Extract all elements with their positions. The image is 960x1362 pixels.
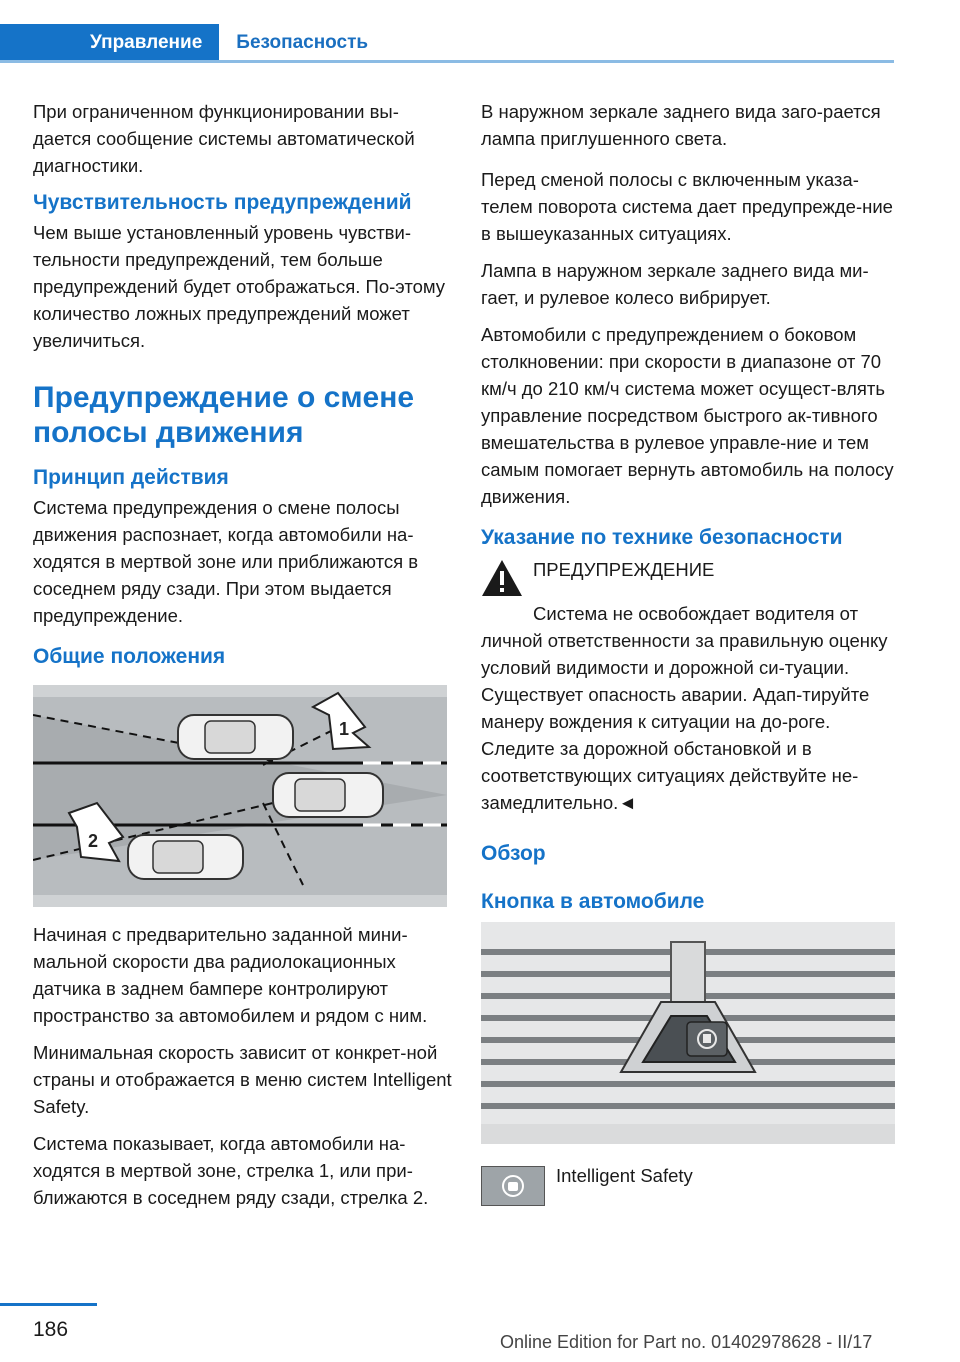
page-number: 186 (33, 1318, 69, 1341)
paragraph-side-collision: Автомобили с предупреждением о боковом столкновении: при скорости в диапазоне от 70 км/ч до 210 км/ч система может осущест-влять управление посредством быстрого ак-тивного вмешательства в рулевое управле-ние и тем самым помогает вернуть автомобиль на полосу движения. (481, 324, 894, 507)
right-column (481, 98, 897, 1206)
warning-heading: ПРЕДУПРЕЖДЕНИЕ (533, 559, 715, 580)
heading-general: Общие положения (33, 645, 226, 668)
header-rule (0, 60, 894, 63)
warning-triangle-icon (481, 558, 523, 598)
car-own (273, 773, 383, 817)
paragraph-limited-function: При ограниченном функционировании вы-дается сообщение системы автоматической диагностики. (33, 101, 415, 176)
warning-text: Система не освобождает водителя от личной ответственности за правильную оценку условий видимости и дорожной си-туации. Существует опасность аварии. Адап-тируйте манеру вождения к ситуации на до-роге. Следите за дорожной обстановкой и в соответствующих ситуациях действуйте не-замедлительно.◄ (481, 603, 888, 813)
button-legend (481, 1162, 897, 1206)
paragraph-sensitivity: Чем выше установленный уровень чувстви-тельности предупреждений, тем больше предупреждений будет отображаться. По-этому количество ложных предупреждений может увеличиться. (33, 222, 446, 351)
edition-text: Online Edition for Part no. 01402978628 - II/17 (500, 1332, 873, 1352)
arrow-2-label: 2 (88, 831, 99, 851)
arrow-1-label: 1 (339, 719, 350, 739)
paragraph-radar-sensors: Начиная с предварительно заданной мини-мальной скорости два радиолокационных датчика в заднем бампере контролируют пространство за автомобилем и рядом с ним. (33, 924, 428, 1026)
paragraph-minimum-speed: Минимальная скорость зависит от конкрет-ной страны и отображается в меню систем Intelligent Safety. (33, 1042, 452, 1117)
header-tabs (0, 24, 385, 62)
heading-principle: Принцип действия (33, 466, 229, 489)
car-button-photo (481, 922, 895, 1144)
button-label: Intelligent Safety (556, 1165, 693, 1186)
heading-overview: Обзор (481, 842, 546, 865)
paragraph-turn-signal: Перед сменой полосы с включенным указа-телем поворота система дает предупрежде-ние в вышеуказанных ситуациях. (481, 169, 893, 244)
car-top (178, 715, 293, 759)
blind-spot-diagram (33, 685, 447, 907)
heading-safety-note: Указание по технике безопасности (481, 526, 843, 549)
paragraph-mirror-lamp: В наружном зеркале заднего вида заго-рается лампа приглушенного света. (481, 101, 881, 149)
car-shield-icon (500, 1173, 526, 1199)
heading-lane-change-warning: Предупреждение о смене полосы движения (33, 381, 415, 449)
car-bottom (128, 835, 243, 879)
tab-control[interactable]: Управление (0, 24, 219, 62)
paragraph-lamp-flashes: Лампа в наружном зеркале заднего вида ми-гает, и рулевое колесо вибрирует. (481, 260, 869, 308)
heading-button-in-car: Кнопка в автомобиле (481, 890, 705, 913)
paragraph-principle: Система предупреждения о смене полосы движения распознает, когда автомобили на-ходятся в мертвой зоне или приближаются в соседнем ряду сзади. При этом выдается предупреждение. (33, 497, 419, 626)
paragraph-arrows: Система показывает, когда автомобили на-ходятся в мертвой зоне, стрелка 1, или при-ближаются в соседнем ряду сзади, стрелка 2. (33, 1133, 429, 1208)
heading-warning-sensitivity: Чувствительность предупреждений (33, 191, 412, 214)
footer-rule (0, 1303, 97, 1306)
left-column (33, 98, 453, 1221)
intelligent-safety-button-icon[interactable] (481, 1166, 545, 1206)
warning-block (481, 554, 897, 598)
tab-safety[interactable]: Безопасность (236, 32, 369, 53)
